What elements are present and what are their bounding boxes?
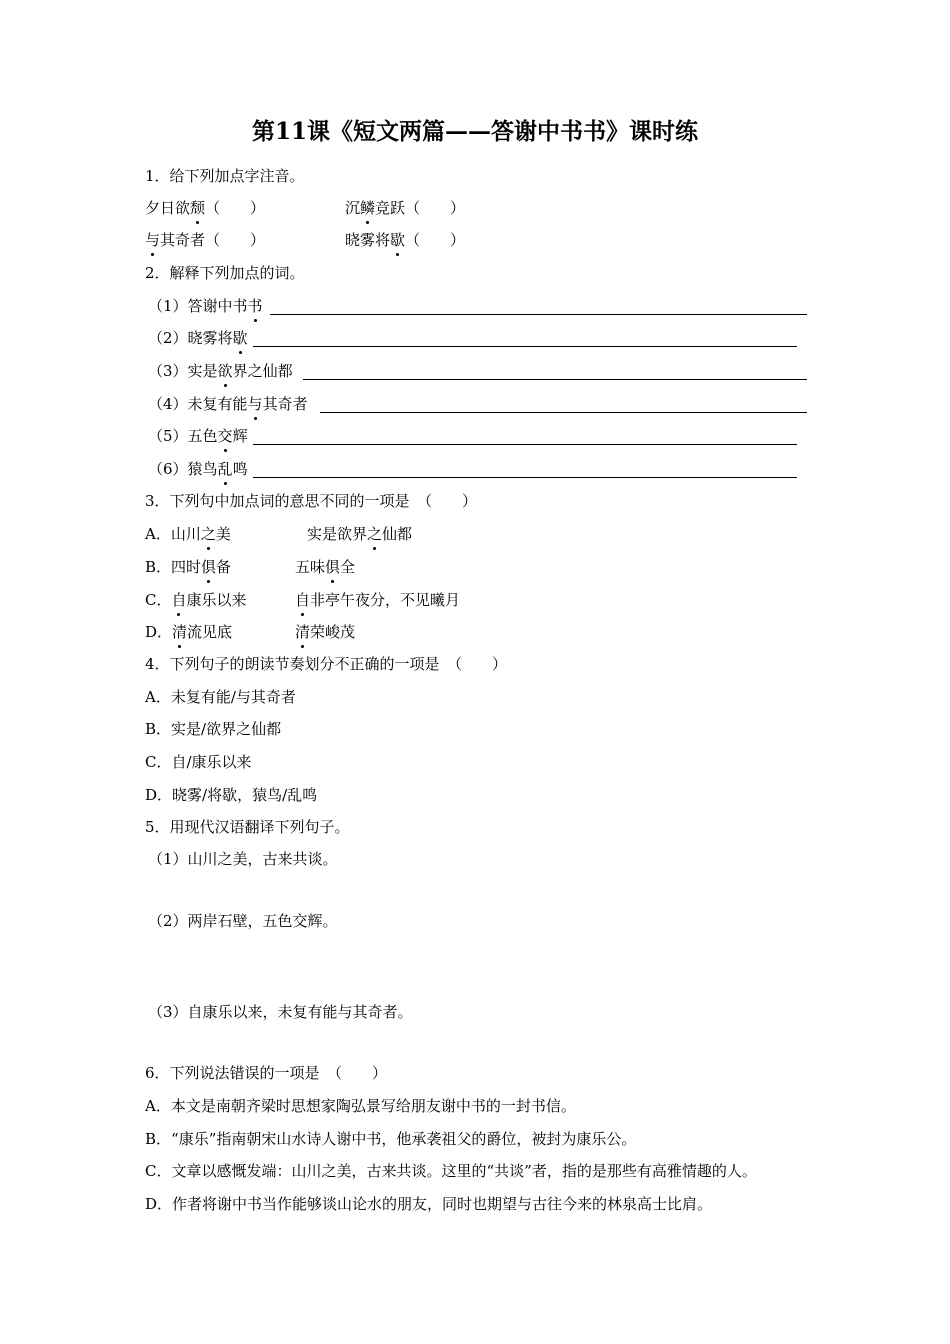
q2-item-3: （3）实是欲界之仙都 <box>148 362 293 380</box>
question-1-stem: 1．给下列加点字注音。 <box>145 167 305 185</box>
q2-item-2: （2）晓雾将歇 <box>148 329 248 347</box>
q4-option-c[interactable]: C．自/康乐以来 <box>145 753 252 771</box>
question-2-stem: 2．解释下列加点的词。 <box>145 264 305 282</box>
answer-line-2-4[interactable] <box>320 412 807 413</box>
q1-item-1: 夕日欲颓（ ） <box>145 199 266 217</box>
q5-item-3: （3）自康乐以来，未复有能与其奇者。 <box>148 1003 413 1021</box>
q6-option-a[interactable]: A．本文是南朝齐梁时思想家陶弘景写给朋友谢中书的一封书信。 <box>145 1097 576 1115</box>
question-5-stem: 5．用现代汉语翻译下列句子。 <box>145 818 350 836</box>
q5-item-2: （2）两岸石壁，五色交辉。 <box>148 912 338 930</box>
q4-option-b[interactable]: B．实是/欲界之仙都 <box>145 720 282 738</box>
q2-item-4: （4）未复有能与其奇者 <box>148 395 308 413</box>
q6-option-d[interactable]: D．作者将谢中书当作能够谈山论水的朋友，同时也期望与古往今来的林泉高士比肩。 <box>145 1195 713 1213</box>
q6-option-b[interactable]: B．“康乐”指南朝宋山水诗人谢中书，他承袭祖父的爵位，被封为康乐公。 <box>145 1130 637 1148</box>
answer-line-2-3[interactable] <box>303 379 807 380</box>
q2-item-1: （1）答谢中书书 <box>148 297 263 315</box>
q4-option-d[interactable]: D．晓雾/将歇，猿鸟/乱鸣 <box>145 786 318 804</box>
question-3-stem: 3．下列句中加点词的意思不同的一项是 （ ） <box>145 492 478 510</box>
q1-item-2: 沉鳞竞跃（ ） <box>345 199 466 217</box>
q1-item-4: 晓雾将歇（ ） <box>345 231 466 249</box>
page-title: 第11课《短文两篇——答谢中书书》课时练 <box>251 118 698 145</box>
q3-option-c-pair: 自非亭午夜分，不见曦月 <box>295 591 461 609</box>
q1-item-3: 与其奇者（ ） <box>145 231 266 249</box>
q3-option-b-pair: 五味俱全 <box>295 558 356 576</box>
question-4-stem: 4．下列句子的朗读节奏划分不正确的一项是 （ ） <box>145 655 508 673</box>
q6-option-c[interactable]: C．文章以感慨发端：山川之美，古来共谈。这里的“共谈”者，指的是那些有高雅情趣的人。 <box>145 1162 757 1180</box>
q3-option-c[interactable]: C．自康乐以来 <box>145 591 247 609</box>
answer-line-2-1[interactable] <box>270 314 807 315</box>
q5-item-1: （1）山川之美，古来共谈。 <box>148 850 338 868</box>
q3-option-a[interactable]: A．山川之美 <box>145 525 231 543</box>
q4-option-a[interactable]: A．未复有能/与其奇者 <box>145 688 296 706</box>
q2-item-5: （5）五色交辉 <box>148 427 248 445</box>
q2-item-6: （6）猿鸟乱鸣 <box>148 460 248 478</box>
q3-option-a-pair: 实是欲界之仙都 <box>307 525 413 543</box>
answer-line-2-2[interactable] <box>253 346 797 347</box>
answer-line-2-5[interactable] <box>253 444 797 445</box>
q3-option-d[interactable]: D．清流见底 <box>145 623 233 641</box>
answer-line-2-6[interactable] <box>253 477 797 478</box>
question-6-stem: 6．下列说法错误的一项是 （ ） <box>145 1064 388 1082</box>
q3-option-b[interactable]: B．四时俱备 <box>145 558 232 576</box>
q3-option-d-pair: 清荣峻茂 <box>295 623 356 641</box>
